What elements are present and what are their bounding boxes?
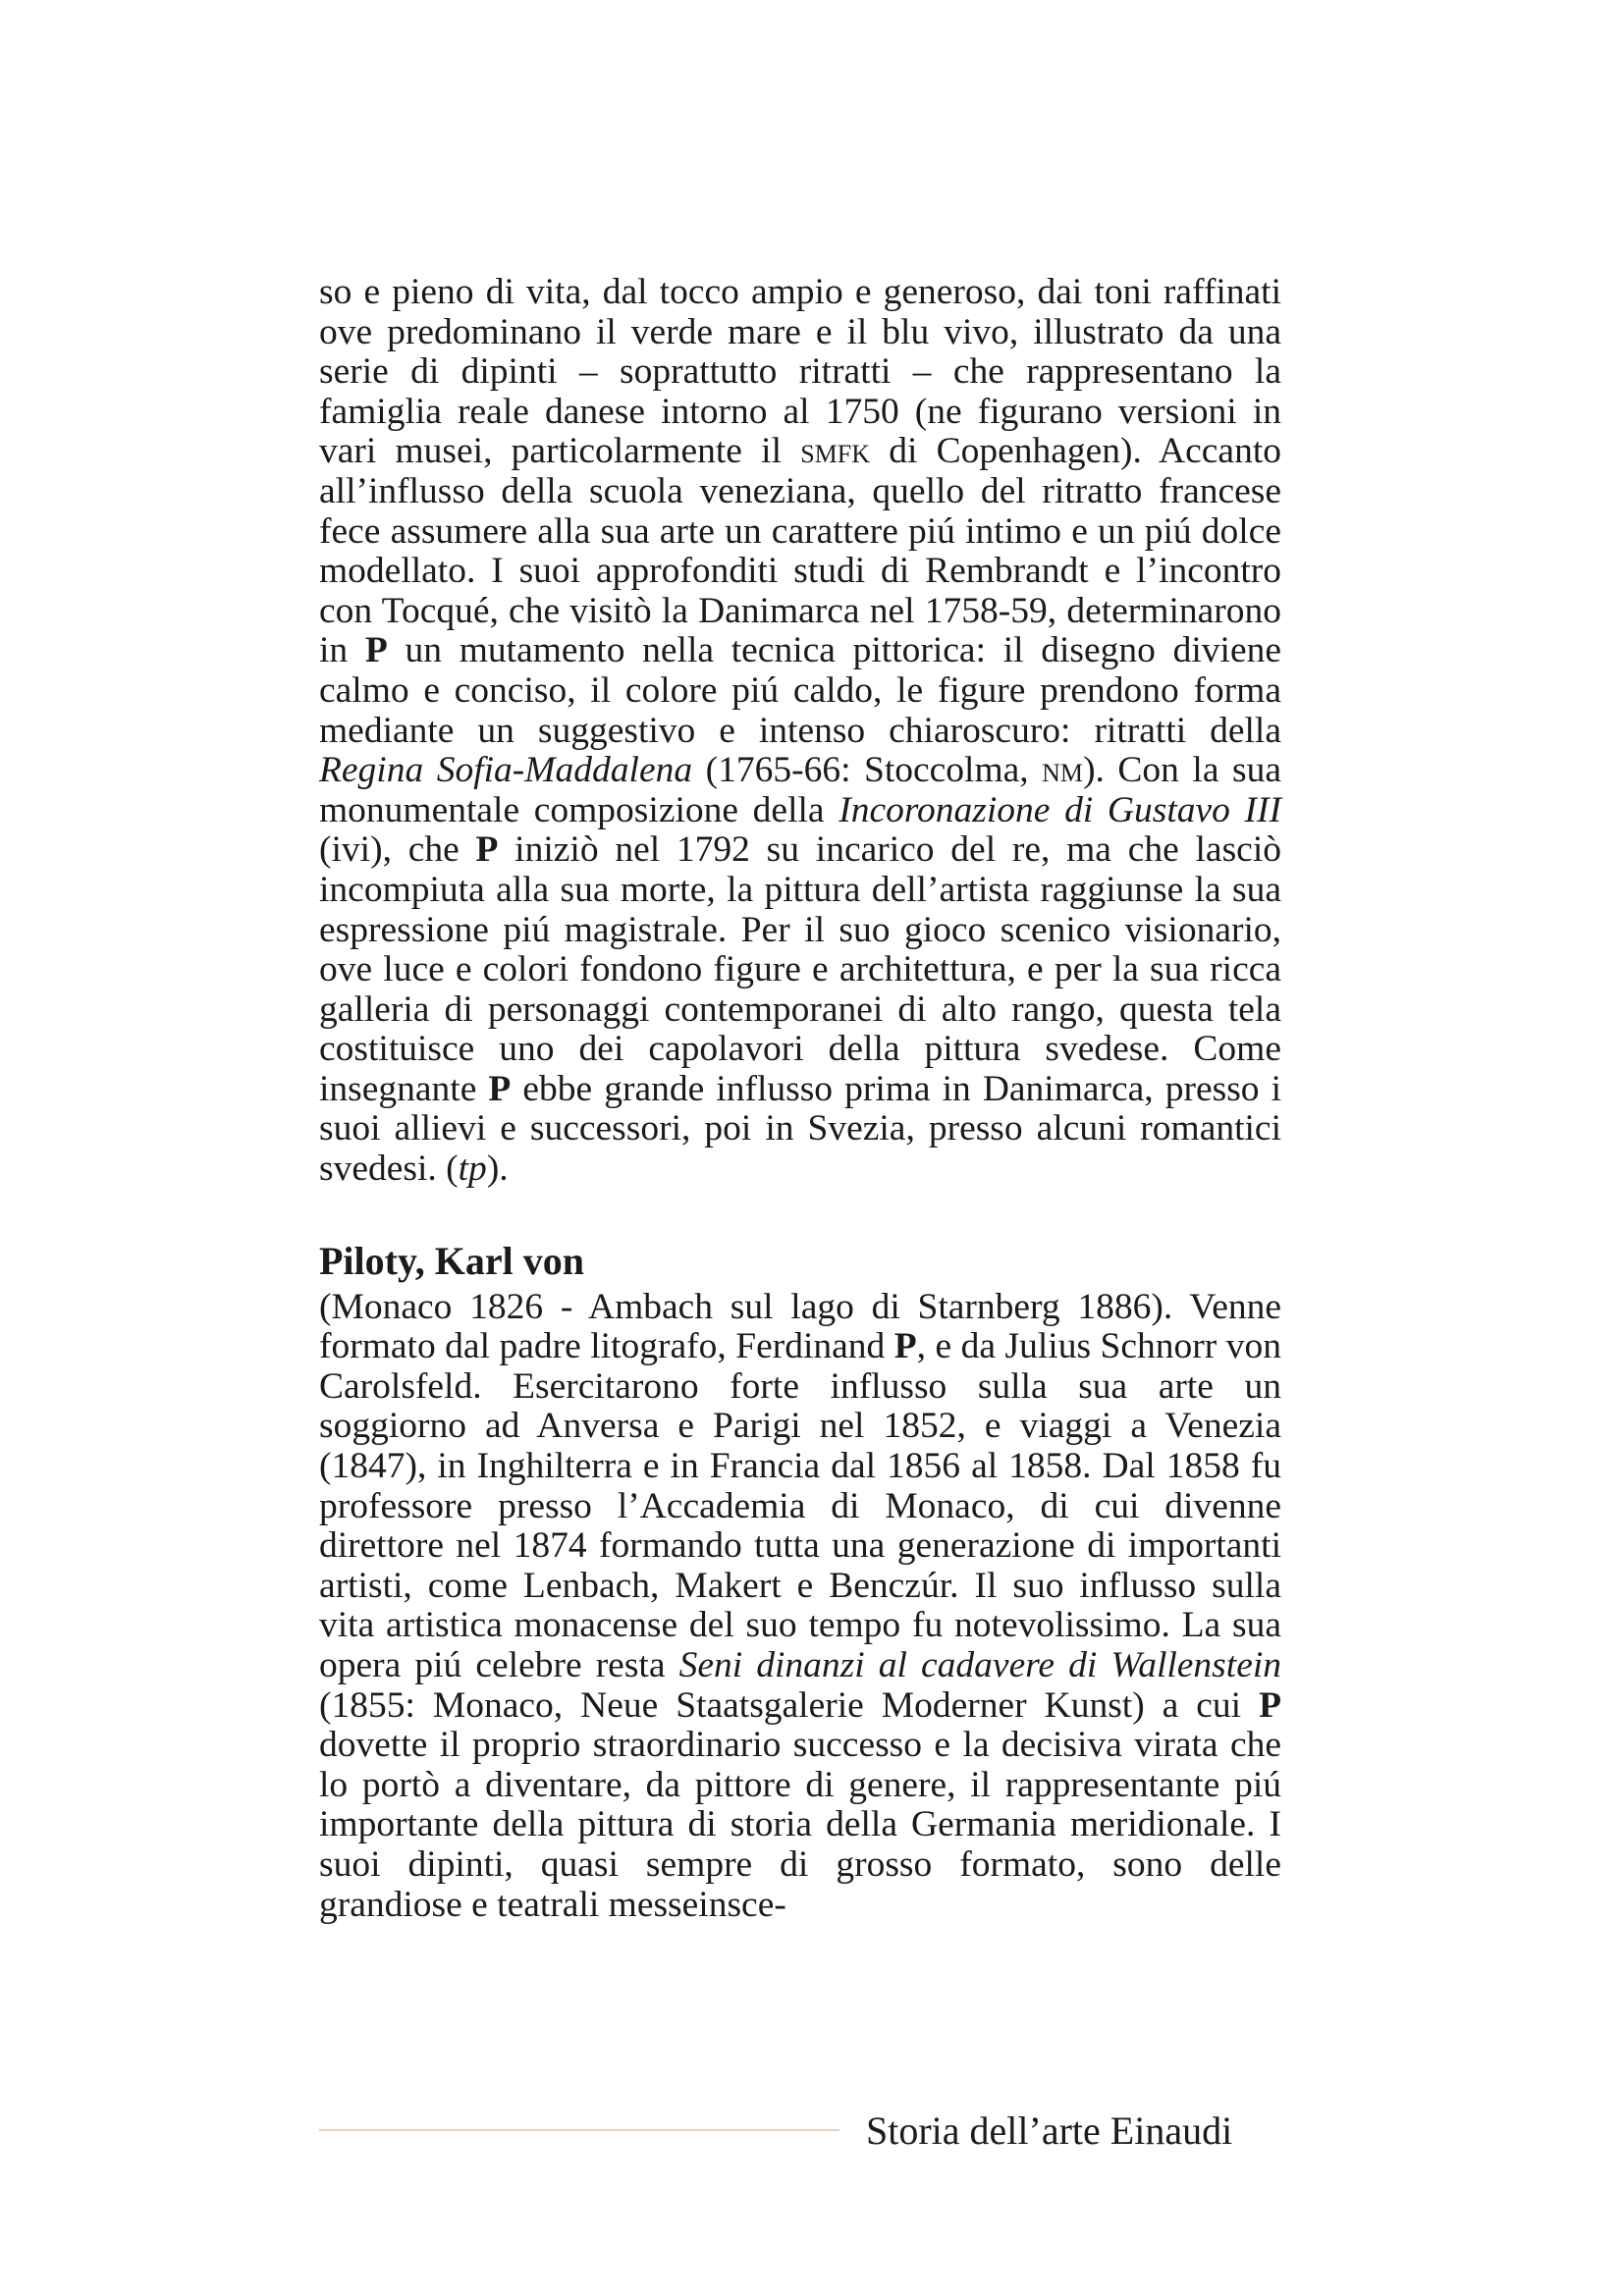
- smallcaps-abbrev: smfk: [800, 431, 871, 472]
- footer-title: Storia dell’arte Einaudi: [866, 2108, 1233, 2153]
- entry-piloty-paragraph: [319, 1288, 1281, 1926]
- text-run: (ivi), che: [319, 829, 476, 871]
- text-run: di Copenhagen). Accanto all’influsso della scuola veneziana, quello del ritratto francese fece assumere alla sua arte un carattere piú intimo e un piú dolce modellato. I suoi approfonditi studi di Rembrandt e l’incontro con Tocqué, che visitò la Danimarca nel 1758-59, determinarono in: [319, 431, 1281, 671]
- text-run: (Monaco 1826 - Ambach sul lago di Starnberg 1886). Venne formato dal padre litografo, Ferdinand: [319, 1286, 1281, 1367]
- bold-abbrev: P: [893, 1326, 917, 1367]
- text-run: dovette il proprio straordinario successo e la decisiva virata che lo portò a diventare, da pittore di genere, il rappresentante piú importante della pittura di storia della Germania meridionale. I suoi dipinti, quasi sempre di grosso formato, sono delle grandiose e teatrali messeinsce-: [319, 1725, 1281, 1925]
- text-run: (1765-66: Stoccolma,: [692, 750, 1043, 791]
- text-run: ).: [486, 1148, 509, 1190]
- bold-abbrev: P: [488, 1068, 512, 1109]
- text-run: ebbe grande influsso prima in Danimarca, presso i suoi allievi e successori, poi in Svezia, presso alcuni romantici svedesi. (: [319, 1068, 1282, 1190]
- text-run: (1855: Monaco, Neue Staatsgalerie Moderner Kunst) a cui: [319, 1684, 1260, 1726]
- text-run: so e pieno di vita, dal tocco ampio e generoso, dai toni raffinati ove predominano il verde mare e il blu vivo, illustrato da una serie di dipinti – soprattutto ritratti – che rappresentano la famiglia reale danese intorno al 1750 (ne figurano versioni in vari musei, particolarmente il: [319, 272, 1281, 472]
- entry-heading: Piloty, Karl von: [319, 1238, 584, 1283]
- italic-text: tp: [458, 1148, 487, 1190]
- text-run: ). Con la sua monumentale composizione della: [319, 750, 1281, 830]
- text-run: iniziò nel 1792 su incarico del re, ma che lasciò incompiuta alla sua morte, la pittura dell’artista raggiunse la sua espressione piú magistrale. Per il suo gioco scenico visionario, ove luce e colori fondono figure e architettura, e per la sua ricca galleria di personaggi contemporanei di alto rango, questa tela costituisce uno dei capolavori della pittura svedese. Come insegnante: [319, 829, 1281, 1109]
- italic-text: Regina Sofia-Maddalena: [319, 750, 693, 791]
- page-footer: [319, 2101, 1281, 2160]
- bold-abbrev: P: [364, 630, 388, 671]
- italic-text: Incoronazione di Gustavo III: [839, 789, 1281, 830]
- italic-text: Seni dinanzi al cadavere di Wallenstein: [678, 1645, 1282, 1685]
- entry-continued-paragraph: [319, 273, 1281, 1190]
- bold-abbrev: P: [475, 829, 499, 871]
- text-column: [319, 273, 1281, 1925]
- bold-abbrev: P: [1259, 1684, 1281, 1726]
- smallcaps-abbrev: nm: [1042, 750, 1084, 791]
- text-run: , e da Julius Schnorr von Carolsfeld. Esercitarono forte influsso sulla sua arte un soggiorno ad Anversa e Parigi nel 1852, e viaggi a Venezia (1847), in Inghilterra e in Francia dal 1856 al 1858. Dal 1858 fu professore presso l’Accademia di Monaco, di cui divenne direttore nel 1874 formando tutta una generazione di importanti artisti, come Lenbach, Makert e Benczúr. Il suo influsso sulla vita artistica monacense del suo tempo fu notevolissimo. La sua opera piú celebre resta: [319, 1326, 1281, 1685]
- text-run: un mutamento nella tecnica pittorica: il disegno diviene calmo e conciso, il colore piú caldo, le figure prendono forma mediante un suggestivo e intenso chiaroscuro: ritratti della: [319, 630, 1282, 751]
- footer-rule: [319, 2129, 839, 2131]
